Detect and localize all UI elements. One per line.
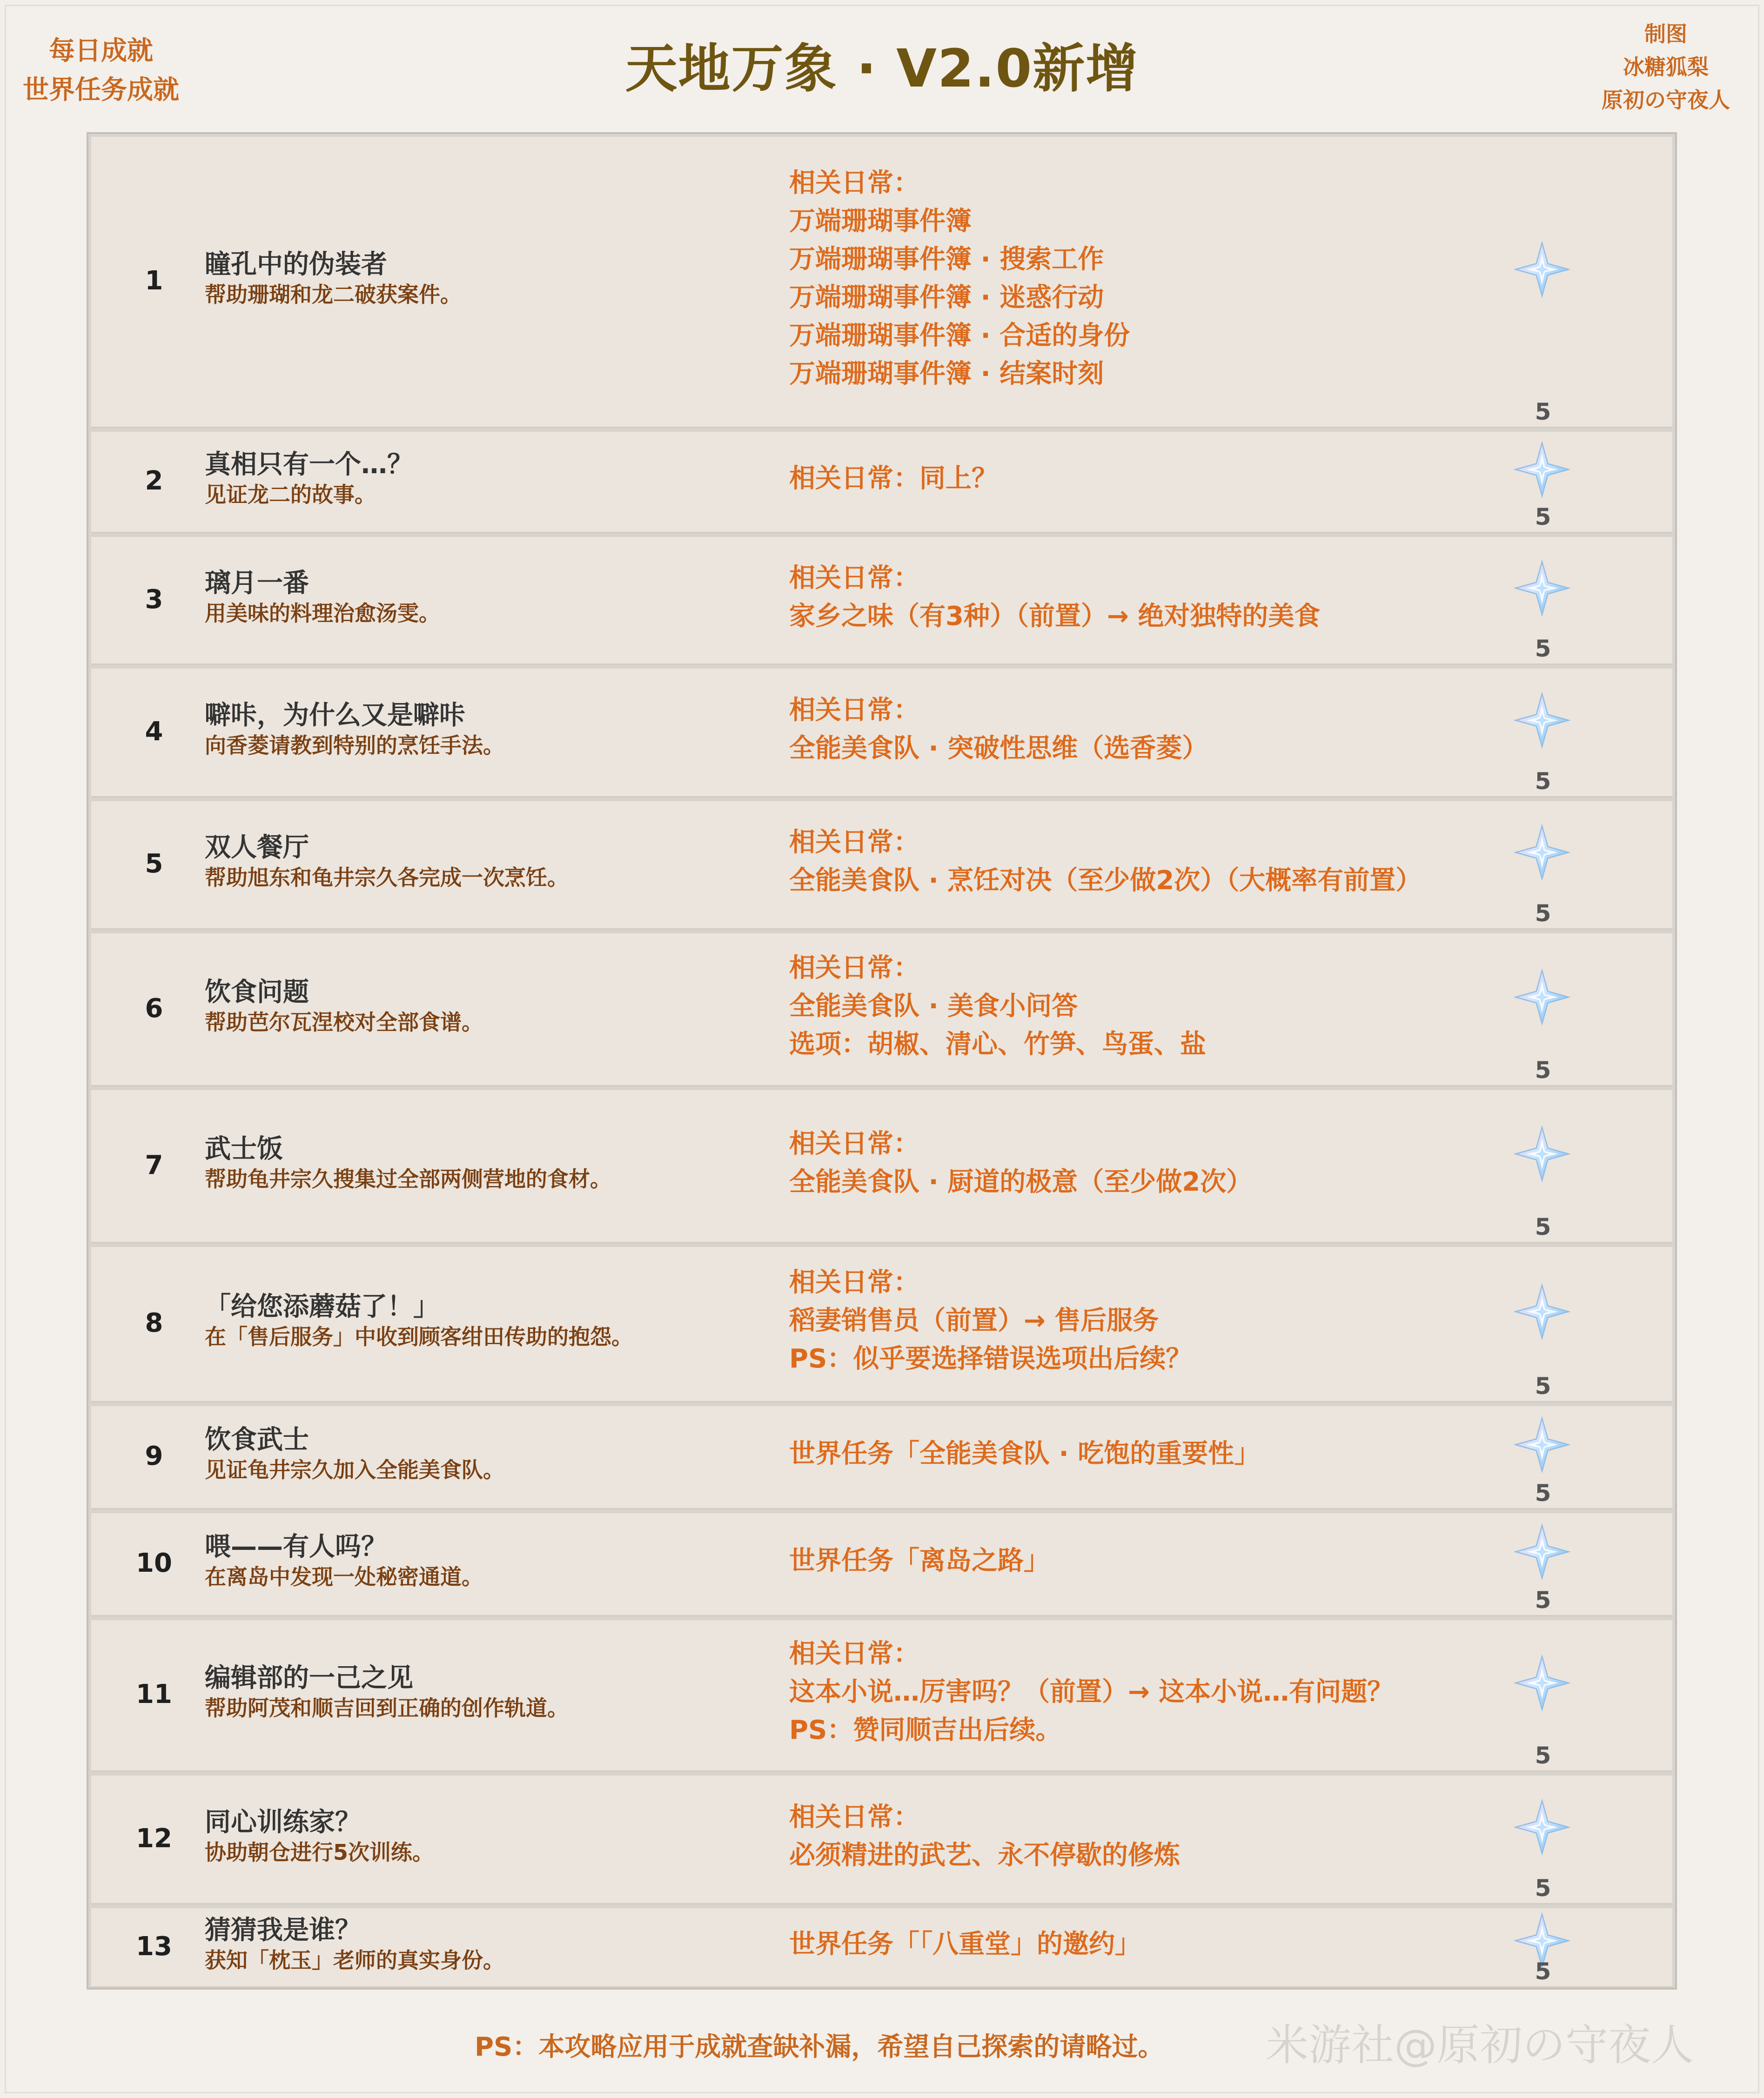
achievement-description: 见证龟井宗久加入全能美食队。 <box>205 1457 504 1482</box>
table-row <box>91 137 1672 428</box>
related-quests <box>789 1264 1617 1378</box>
category-line: 每日成就 <box>49 36 153 66</box>
table-row <box>91 1776 1672 1904</box>
related-quest-line: 相关日常： <box>789 952 919 983</box>
row-number: 12 <box>136 1823 172 1854</box>
table-row <box>91 1513 1672 1616</box>
related-quest-line: 稻妻销售员（前置）→ 售后服务 <box>789 1306 1159 1336</box>
achievement-name: 噼咔，为什么又是噼咔 <box>205 700 465 731</box>
table-row <box>91 1090 1672 1243</box>
table-row <box>91 1247 1672 1402</box>
achievement-description: 协助朝仓进行5次训练。 <box>205 1839 434 1865</box>
achievement-name: 同心训练家？ <box>205 1807 361 1837</box>
related-quest-line: 选项：胡椒、清心、竹笋、鸟蛋、盐 <box>789 1029 1206 1059</box>
table-row <box>91 1406 1672 1509</box>
primogem-icon <box>1513 1283 1571 1341</box>
achievement-name: 真相只有一个…？ <box>205 449 413 480</box>
achievement-name: 饮食问题 <box>205 977 309 1007</box>
row-number: 3 <box>145 584 163 615</box>
reward-count: 5 <box>1535 1742 1551 1769</box>
table-row <box>91 432 1672 533</box>
achievement-name: 武士饭 <box>205 1133 283 1164</box>
row-number: 5 <box>145 849 163 879</box>
primogem-icon <box>1513 1654 1571 1712</box>
reward-count: 5 <box>1535 1057 1551 1084</box>
achievement-description: 帮助芭尔瓦涅校对全部食谱。 <box>205 1009 483 1035</box>
primogem-icon <box>1513 824 1571 881</box>
related-quest-line: 必须精进的武艺、永不停歇的修炼 <box>789 1840 1180 1870</box>
related-quest-line: 相关日常：同上？ <box>789 463 998 494</box>
related-quest-line: 全能美食队 · 突破性思维（选香菱） <box>789 733 1208 764</box>
reward-count: 5 <box>1535 900 1551 927</box>
related-quests <box>789 559 1617 636</box>
primogem-icon <box>1513 1798 1571 1856</box>
achievement-description: 向香菱请教到特别的烹饪手法。 <box>205 732 504 758</box>
related-quests <box>789 1125 1617 1201</box>
reward-count: 5 <box>1535 1875 1551 1902</box>
table-row <box>91 933 1672 1086</box>
reward-count: 5 <box>1535 1373 1551 1400</box>
credits-line: 制图 <box>1644 21 1687 47</box>
achievement-description: 帮助龟井宗久搜集过全部两侧营地的食材。 <box>205 1166 611 1192</box>
row-number: 1 <box>145 266 163 296</box>
related-quest-line: 全能美食队 · 烹饪对决（至少做2次）（大概率有前置） <box>789 865 1422 896</box>
row-number: 11 <box>136 1679 172 1709</box>
row-number: 7 <box>145 1150 163 1180</box>
table-row <box>91 1908 1672 1988</box>
row-number: 13 <box>136 1931 172 1962</box>
page-title: 天地万象 · V2.0新增 <box>625 39 1139 99</box>
related-quest-line: 全能美食队 · 厨道的极意（至少做2次） <box>789 1166 1253 1197</box>
reward-count: 5 <box>1535 768 1551 795</box>
related-quests <box>789 1435 1617 1473</box>
reward-count: 5 <box>1535 503 1551 530</box>
achievement-name: 双人餐厅 <box>205 832 309 863</box>
credits-line: 原初の守夜人 <box>1602 87 1730 113</box>
reward-count: 5 <box>1535 1958 1551 1985</box>
footer-note: PS：本攻略应用于成就查缺补漏，希望自己探索的请略过。 <box>475 2032 1164 2062</box>
related-quests <box>789 460 1617 498</box>
primogem-icon <box>1513 559 1571 617</box>
primogem-icon <box>1513 691 1571 749</box>
related-quest-line: 这本小说…厉害吗？（前置）→ 这本小说…有问题？ <box>789 1677 1394 1707</box>
related-quest-line: 万端珊瑚事件簿 <box>789 206 972 236</box>
related-quest-line: 万端珊瑚事件簿 · 搜索工作 <box>789 244 1104 275</box>
table-row <box>91 1620 1672 1772</box>
achievement-description: 用美味的料理治愈汤雯。 <box>205 600 440 626</box>
related-quest-line: 相关日常： <box>789 1128 919 1159</box>
related-quest-line: 相关日常： <box>789 1267 919 1298</box>
reward-count: 5 <box>1535 1480 1551 1507</box>
credits-line: 冰糖狐梨 <box>1623 54 1709 80</box>
primogem-icon <box>1513 968 1571 1026</box>
achievement-name: 璃月一番 <box>205 568 309 598</box>
table-row <box>91 537 1672 665</box>
related-quest-line: 相关日常： <box>789 827 919 858</box>
category-line: 世界任务成就 <box>23 75 179 105</box>
reward-count: 5 <box>1535 1213 1551 1240</box>
achievement-description: 见证龙二的故事。 <box>205 482 376 507</box>
reward-count: 5 <box>1535 1587 1551 1614</box>
achievement-name: 瞳孔中的伪装者 <box>205 249 387 280</box>
primogem-icon <box>1513 1125 1571 1183</box>
achievement-name: 喂——有人吗？ <box>205 1532 387 1562</box>
related-quests <box>789 691 1617 768</box>
related-quests <box>789 1925 1617 1964</box>
related-quest-line: 家乡之味（有3种）（前置）→ 绝对独特的美食 <box>789 601 1321 631</box>
row-number: 8 <box>145 1308 163 1338</box>
table-row <box>91 669 1672 798</box>
related-quests <box>789 949 1617 1064</box>
primogem-icon <box>1513 241 1571 298</box>
achievement-description: 帮助阿茂和顺吉回到正确的创作轨道。 <box>205 1696 569 1721</box>
related-quest-line: 相关日常： <box>789 168 919 198</box>
achievement-name: 饮食武士 <box>205 1425 309 1455</box>
primogem-icon <box>1513 441 1571 498</box>
related-quest-line: 相关日常： <box>789 1802 919 1832</box>
related-quest-line: 世界任务「全能美食队 · 吃饱的重要性」 <box>789 1439 1261 1469</box>
related-quest-line: 世界任务「「八重堂」的邀约」 <box>789 1929 1141 1959</box>
table-row <box>91 801 1672 930</box>
achievement-name: 编辑部的一己之见 <box>205 1663 413 1693</box>
related-quests <box>789 1542 1617 1580</box>
row-number: 6 <box>145 993 163 1024</box>
related-quest-line: 相关日常： <box>789 1639 919 1669</box>
related-quests <box>789 1635 1617 1749</box>
watermark: 米游社@原初の守夜人 <box>1266 2020 1694 2070</box>
reward-count: 5 <box>1535 398 1551 425</box>
row-number: 2 <box>145 466 163 496</box>
primogem-icon <box>1513 1523 1571 1581</box>
related-quest-line: PS：似乎要选择错误选项出后续？ <box>789 1344 1192 1374</box>
achievement-description: 帮助旭东和龟井宗久各完成一次烹饪。 <box>205 865 569 890</box>
achievement-name: 「给您添蘑菇了！」 <box>205 1292 439 1322</box>
related-quests <box>789 164 1617 393</box>
related-quest-line: 世界任务「离岛之路」 <box>789 1546 1050 1576</box>
related-quest-line: PS：赞同顺吉出后续。 <box>789 1715 1062 1745</box>
related-quests <box>789 824 1617 900</box>
achievement-description: 帮助珊瑚和龙二破获案件。 <box>205 282 462 307</box>
row-number: 4 <box>145 716 163 747</box>
related-quest-line: 全能美食队 · 美食小问答 <box>789 991 1078 1021</box>
related-quest-line: 万端珊瑚事件簿 · 结案时刻 <box>789 359 1104 389</box>
related-quest-line: 万端珊瑚事件簿 · 迷惑行动 <box>789 282 1104 313</box>
primogem-icon <box>1513 1416 1571 1474</box>
credits <box>1573 18 1759 117</box>
related-quest-line: 相关日常： <box>789 563 919 593</box>
row-number: 9 <box>145 1441 163 1471</box>
achievement-description: 在「售后服务」中收到顾客绀田传助的抱怨。 <box>205 1324 633 1349</box>
achievement-table <box>87 132 1677 1990</box>
achievement-name: 猜猜我是谁？ <box>205 1915 361 1945</box>
row-number: 10 <box>136 1548 172 1578</box>
related-quest-line: 万端珊瑚事件簿 · 合适的身份 <box>789 321 1130 351</box>
achievement-description: 在离岛中发现一处秘密通道。 <box>205 1564 483 1589</box>
related-quests <box>789 1798 1617 1875</box>
achievement-description: 获知「枕玉」老师的真实身份。 <box>205 1947 504 1973</box>
reward-count: 5 <box>1535 635 1551 662</box>
related-quest-line: 相关日常： <box>789 695 919 725</box>
